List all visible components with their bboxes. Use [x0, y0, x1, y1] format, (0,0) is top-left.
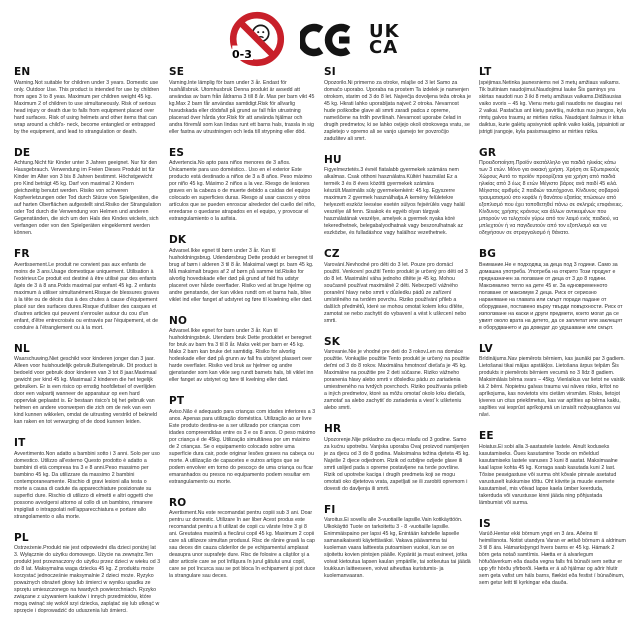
ukca-mark	[369, 21, 400, 58]
language-code: HR	[324, 423, 342, 435]
warning-text: Warning.Not suitable for children under 3 years. Domestic use only. Outdoor Use. This product is intended for use by children from ages 3 to 8 yeas. Maximum per children weight 45 kg. Maximum 2 of children to use simultaneously. Risk of serious head injury or death due to falls from equipment placed over hard surfaces. Risk of using helmets and other items that can wrap around a child's- neck, become entangled or entrapped by the equipment, and lead to strangulation or death.	[14, 79, 160, 135]
language-code: RO	[169, 496, 187, 509]
language-code: EE	[479, 430, 494, 442]
language-code: NO	[169, 314, 188, 327]
language-code: LV	[479, 342, 493, 355]
language-code: SI	[324, 66, 336, 78]
warning-text: Ostrzeżenie.Produkt nie jest odpowiedni dla dzieci poniżej lat 3. Wyłącznie do użytku domowego. Użycie na zewnątrz.Ten produkt jest przeznaczony do użytku przez dzieci w wieku od 3 do 8 lat. Maksymalna waga dziecka 45 kg. Z produktu może korzystać jednocześnie maksymalnie 2 dzieci może. Ryzyko poważnych obrażeń głowy lub śmierci w wyniku upadku ze sprzętu umieszczonego na twardych powierzchniach. Ryzyko związane z używaniem kasków i innych przedmiotów, które mogą owinąć się wokół szyi dziecka, zaplątać się lub utknąć w sprzęcie i doprowadzić do uduszenia lub śmierci.	[14, 545, 161, 614]
column-1	[14, 66, 161, 615]
warning-text: Varovanie.Nie je vhodné pre deti do 3 rokov.Len na domáce použitie. Vonkajšie použitie Tento produkt je určený na použitie deťmi od 3 do 8 rokov. Maximálna hmotnosť dieťaťa je 45 kg. Maximálne na použitie pre 2 deti súčasne. Riziko vážneho poranenia hlavy alebo smrti v dôsledku pádu zo zariadenia umiestneného na tvrdých povrchoch. Riziko používania prilieb a iných predmetov, ktoré sa môžu omotať okolo krku dieťaťa, zamotať sa alebo zachytiť do zariadenia a viesť k uškrteniu alebo smrti.	[324, 349, 470, 411]
warning-text: Įspėjimas.Netinka jaunesniems nei 3 metų amžiaus vaikams. Tik buitiniam naudojimui.Naudojimui lauke Šis gaminys yra skirtas naudoti nuo 3 iki 8 metų amžiaus vaikams.Didžiausias vaiko svoris – 45 kg. Vienu metu gali naudotis ne daugiau nei 2 vaikai. Pastačius ant kietų paviršių, nukritus nuo įrangos, kyla rimtų galvos traumų ar mirties rizika. Naudojant šalmus ir kitus daiktus, kurie galėtų apsivynioti aplink vaiko kaklą, įsipainioti ar įstrigti įrangoje, kyla pasismaugimo ar mirties rizika.	[479, 79, 626, 135]
warning-text: Varování.Nevhodné pro děti do 3 let. Pouze pro domácí použití. Venkovní použití Tento produkt je určený pro děti od 3 do 8 let. Maximální váha jednoho dítěte je 45 kg. Mohou současně používat maximálně 2 děti. Nebezpečí vážného poranění hlavy nebo smrti v důsledku pádů ze zařízení umístěného na tvrdém povrchu. Riziko používání přileb a dalších předmětů, které se mohou omotat kolem krku dítěte, zamotat se nebo zachytit do vybavení a vést k uškrcení nebo smrti.	[324, 261, 468, 324]
language-code: IT	[14, 437, 26, 449]
language-code: FR	[14, 248, 30, 260]
warning-text: Avertissement.Le produit ne convient pas aux enfants de moins de 3 ans.Usage domestique uniquement. Utilisation à l'extérieur.Ce produit est destiné à être utilisé par des enfants âgés de 3 à 8 ans.Poids maximal par enfant 45 kg. 2 enfants maximum à utiliser simultanément.Risque de blessures graves à la tête ou de décès dus à des chutes à cause d'équipement placé sur des surfaces dures.Risque d'utiliser des casques et d'autres articles qui peuvent s'enrouler autour du cou d'un enfant, d'être entrecroisés ou entravés par l'équipement, et de conduire à l'étranglement ou à la mort.	[14, 261, 160, 331]
language-code: ES	[169, 146, 185, 159]
ukca-line-uk: UK	[369, 21, 400, 42]
warning-text: Upozorenje.Nije prikladno za djecu mlađu od 3 godine. Samo za kućnu upotrebu. Vanjska uporaba Ovaj proizvod namijenjen je za djecu od 3 do 8 godina. Maksimalna težina djeteta 45 kg. Najviše 2 djece odjednom. Rizik od ozbiljne ozljede glave ili smrti uslijed pada s opreme postavljene na tvrde površine. Rizik od upotrebe kaciga i drugih predmeta koji se mogu omotati oko djetetova vrata, zapetljati se ili zarobiti opremom i dovesti do davljenja ili smrti.	[324, 436, 470, 492]
language-section-fr	[14, 248, 161, 332]
warning-text: Varning.Inte lämplig för barn under 3 år. Endast för hushållsbruk. Utomhusbruk Denna produkt är avsedd att användas av barn från åldrarna 3 till 8 år. Max per barn vikt 45 kg.Max 2 barn får användas samtidigt.Risk för allvarlig huvudskada eller dödsfall på grund av fall från utrustning placerad över hårda ytor.Risk för att använda hjälmar och andra föremål som kan lindas runt ett barns hals, trassla in sig eller fastna av utrustningen och leda till strypning eller död.	[169, 79, 315, 135]
language-section-de	[14, 147, 161, 238]
warning-text: Achtung.Nicht für Kinder unter 3 Jahren geeignet. Nur für den Hausgebrauch. Verwendung im Freien Dieses Produkt ist für Kinder im Alter von 3 bis 8 Jahren bestimmt. Höchstgewicht pro Kind beträgt 45 kg. Darf von maximal 2 Kindern gleichzeitig benutzt werden. Risiko von schweren Kopfverletzungen oder Tod durch Stürze von Spielgeräten, die auf harten Oberflächen aufgestellt sind.Risiko der Strangulation oder Tod durch die Verwendung von Helmen und anderen Gegenständen, die sich um den Hals des Kindes wickeln, sich verfangen oder von den Spielgeräten eingeklemmt werden können.	[14, 160, 161, 236]
age-warning-0-3-icon	[229, 11, 285, 67]
age-range-label: 0-3	[232, 48, 252, 61]
warning-text: Advertencia.No apto para niños menores de 3 años. Únicamente para uso doméstico.. Uso en el exterior Este producto está destinado a niños de 3 a 8 años. Peso máximo por niño 45 kg. Máximo 2 niños a la vez. Riesgo de lesiones graves en la cabeza o de muerte debido a caídas del equipo colocado en superficies duras. Riesgo al usar cascos y otros artículos que se pueden enroscar alrededor del cuello del niño, enredarse o quedarse atrapados en el equipo, y provocar el estrangulamiento o la asfixia.	[169, 160, 316, 222]
column-3	[324, 66, 471, 580]
language-section-lt	[479, 66, 626, 136]
language-section-hr	[324, 423, 471, 493]
language-section-pt	[169, 395, 316, 486]
language-code: FI	[324, 503, 336, 516]
language-section-cz	[324, 248, 471, 325]
language-section-is	[479, 518, 626, 588]
warning-text: Opozorilo.Ni primerno za otroke, mlajše od 3 let Samo za domačo uporabo. Uporaba na prostem Ta izdelek je namenjen otrokom, starim od 3 do 8 let. Največja dovoljena teža otroka je 45 kg. Hkrati lahko uporabljata največ 2 otroka. Nevarnost hude poškodbe glave ali smrti zaradi padca z opreme, nameščene na trdih površinah. Nevarnost uporabe čelad in drugih predmetov, ki se lahko ovijejo okoli otrokovega vratu, se zapletejo v opremo ali se vanjo ujamejo ter povzročijo zadušitev ali smrt.	[324, 79, 471, 142]
language-section-it	[14, 437, 161, 521]
language-code: HU	[324, 153, 342, 166]
warning-text: Varúð.Hentar ekki börnum yngri en 3 ára. Aðeins til heimilisnota. Notist utandyra Varan er ætluð börnum á aldrinum 3 til 8 ára. Hámarksþyngd hvers barns er 45 kg. Hámark 2 börn geta notað samtímis. Hætta er á alvarlegum höfuðáverkum eða dauða vegna falls frá búnaði sem settur er upp yfir hörðu yfirborði. Hætta er á að hjálmar og aðrir hlutir sem geta vafist um háls barns, flækist eða festist í búnaðinum, sem getur leitt til kyrkingar eða dauða.	[479, 531, 626, 586]
language-section-ee	[479, 430, 626, 507]
warning-text: Advarsel.Ikke egnet for barn under 3 år. Kun til husholdningsbruk. Utendørs bruk Dette produktet er beregnet for bruk av barn fra 3 til 8 år. Maks vekt per barn er 45 kg. Maks 2 barn kan bruke det samtidig. Risiko for alvorlig hodeskade eller død på grunn av fall fra utstyret plassert over harde overflater. Risiko ved bruk av hjelmer og andre gjenstander som kan vikle seg rundt barnets hals, bli viklet inn eller fanget av utstyret og føre til kvelning eller død.	[169, 328, 314, 383]
language-section-se	[169, 66, 316, 136]
ce-mark-icon	[300, 20, 354, 60]
language-section-si	[324, 66, 471, 143]
language-section-en	[14, 66, 161, 136]
language-section-ro	[169, 497, 316, 581]
ukca-line-ca: CA	[369, 37, 399, 58]
certification-marks-row	[229, 11, 400, 67]
language-section-lv	[479, 343, 626, 420]
language-code: SK	[324, 335, 341, 348]
warning-text-columns	[14, 66, 626, 615]
language-code: CZ	[324, 248, 340, 260]
language-section-nl	[14, 343, 161, 427]
column-2	[169, 66, 316, 580]
language-code: PL	[14, 531, 29, 544]
language-code: BG	[479, 248, 497, 260]
warning-text: Varoitus.Ei sovellu alle 3-vuotiaille lapsille.Vain kotikäyttöön. Ulkokäyttö Tuote on tarkoitettu 3 - 8 -vuotiaille lapsille. Enimmäispaino per lapsi 45 kg, Enintään kahdelle lapselle samanaikaisesti käytettäväksi. Vakava päävamma tai kuoleman vaara laitteesta putoamisen vuoksi, kun se on sijoitettu kovien pintojen päälle. Kypärät ja muut esineet, jotka voivat kietoutua lapsen kaulan ympärille, tai sotkeutua tai jäädä loukkuun laitteeseen, voivat aiheuttaa kuristumis- ja kuolemanvaaran.	[324, 517, 471, 579]
warning-text: Avvertimento.Non adatto a bambini sotto i 3 anni. Solo per uso domestico. Utilizzo all'esterno Questo prodotto è adatto a bambini di età compresa tra 3 e 8 anni.Peso massimo per bambino 45 kg. Da utilizzare da massimo 2 bambini contemporaneamente. Rischio di gravi lesioni alla testa o morte a causa di cadute da apparecchiature posizionate su superfici dure. Rischio di utilizzo di elmetti e altri oggetti che possono avvolgersi attorno al collo di un bambino, rimanere impigliati o intrappolati nell'apparecchiatura e portare allo strangolamento o alla morte.	[14, 450, 160, 520]
language-code: EN	[14, 66, 31, 78]
warning-text: Advarsel.Ikke egnet til børn under 3 år. Kun til husholdningsbrug. Udendørsbrug Dette produkt er beregnet til brug af børn i alderen 3 til 8 år. Maksimal vægt pr. barn 45 kg. Må maksimalt bruges af 2 af børn på samme tid.Risiko for alvorlig hovedskade eller død på grund af fald fra udstyr placeret over hårde overflader. Risiko ved at bruge hjelme og andre genstande, der kan vikles rundt om et barns hals, blive viklet ind eller fanget af udstyret og føre til kvælning eller død.	[169, 247, 314, 303]
language-code: DE	[14, 146, 31, 159]
language-section-fi	[324, 504, 471, 581]
language-code: SE	[169, 66, 185, 78]
warning-text: Brīdinājums.Nav piemērots bērniem, kas jaunāki par 3 gadiem. Lietošanai tikai mājas apstākļos. Lietošana ārpus telpām Šis produkts ir piemērots bērniem vecumā no 3 līdz 8 gadiem. Maksimālais bērna svars – 45kg. Vienlaikus var lietot ne vairāk kā 2 bērni. Nopietnu galvas traumu vai nāves risks, krītot no aprīkojuma, kas novietots virs cietām virsmām. Risks, lietojot ķiveres un citus priekšmetus, kas var aptīties ap bērna kaklu, sapīties vai iesprūst aprīkojumā un izraisīt nožņaugšanos vai nāvi.	[479, 356, 625, 418]
language-code: PT	[169, 395, 185, 407]
language-section-dk	[169, 234, 316, 304]
language-section-pl	[14, 532, 161, 616]
warning-text: Avertisment.Nu este recomandat pentru copiii sub 3 ani. Doar pentru uz domestic. Utilizare în aer liber Acest produs este recomandat pentru a fi utilizat de copii cu vârste între 3 şi 8 ani. Greutatea maximă a fiecărui copil 45 kg. Maximum 2 copii care să utilizeze simultan produsul. Risc de rănire gravă la cap sau deces din cauza căderilor de pe echipamentul amplasat deasupra unor suprafeţe dure. Risc de folosire a căştilor şi a altor articole care se pot înfăşura în jurul gâtului unui copil, care se pot încurca sau se pot bloca în echipament şi pot duce la strangulare sau deces.	[169, 510, 316, 579]
language-section-gr	[479, 147, 626, 238]
column-4	[479, 66, 626, 587]
language-section-no	[169, 315, 316, 385]
warning-text: Προειδοποίηση.Προϊόν ακατάλληλο για παιδιά ηλικίας κάτω των 3 ετών. Μόνο για οικιακή χρήση. Χρήση σε Εξωτερικούς Χώρους Αυτό το προϊόν προορίζεται για χρήση από παιδιά ηλικίας από 3 έως 8 ετών Μέγιστο βάρος ανά παιδί 45 κιλά. Μέγιστος αριθμός 2 παιδιών ταυτόχρονα. Κίνδυνος σοβαρού τραυματισμού στο κεφάλι ή θανάτου εξαιτίας πτώσεων από εξοπλισμό που έχει τοποθετηθεί πάνω σε σκληρές επιφάνειες. Κίνδυνος χρήσης κράνους και άλλων αντικειμένων που μπορούν να τυλιχτούν γύρω από τον λαιμό ενός παιδιού, να μπλεχτούν ή να παγιδευτούν από τον εξοπλισμό και να οδηγήσουν σε στραγγαλισμό ή θάνατο.	[479, 160, 624, 236]
warning-text: Aviso.Não é adequado para crianças com idades inferiores a 3 anos. Apenas para utilização doméstica. Utilização ao ar livre Este produto destina-se a ser utilizado por crianças com idades compreendidas entre os 3 e os 8 anos. O peso máximo por criança é de 45kg. Utilização simultânea por um máximo de 2 crianças. Se o equipamento colocado sobre uma superfície dura cair, pode originar lesões graves na cabeça ou morte. A utilização de capacetes e outros artigos que se podem envolver em torno do pescoço de uma criança ou ficar emaranhados ou presos no equipamento podem resultar em estrangulamento ou morte.	[169, 408, 316, 485]
warning-text: Внимание.Не е подходящ за деца под 3 години. Само за домашна употреба. Употреба на открито Този продукт е предназначен за ползване от деца от 3 до 8 години. Максимално тегло на дете 45 кг. За едновременното ползване от максимум 2 деца. Риск от сериозно нараняване на главата или смърт поради падане от оборудване, поставено върху твърди повърхности. Риск от използване на каски и други предмети, които могат да се увият около врата на детето, да се заплетат или заклещят в оборудването и да доведат до удушаване или смърт.	[479, 261, 623, 331]
language-section-sk	[324, 336, 471, 413]
language-section-es	[169, 147, 316, 224]
language-section-bg	[479, 248, 626, 332]
language-code: IS	[479, 517, 491, 530]
language-code: GR	[479, 146, 497, 159]
language-section-hu	[324, 154, 471, 238]
language-code: NL	[14, 342, 30, 355]
ce-mark	[300, 14, 354, 65]
warning-text: Figyelmeztetés.3 évnél fiatalabb gyermekek számára nem alkalmas. Csak otthoni használatra.Kültéri használat Ez a termék 3 és 8 éves közötti gyermekek számára készült.Maximális súly gyermekenként: 45 kg. Egyszerre maximum 2 gyermek használhatja.A kemény felületekre helyezett eszköz leesése esetén súlyos fejsérülés vagy halál veszélye áll fenn. Sisakok és egyéb olyan tárgyak használatának veszélye, amelyek a gyermek nyaka köré tekeredhetnek, belegabalyodhatnak vagy beszorulhatnak az eszközbe, és fulladáshoz vagy halálhoz vezethetnek.	[324, 167, 465, 236]
warning-text: Waarschuwing.Niet geschikt voor kinderen jonger dan 3 jaar. Alleen voor huishoudelijk gebruik.Buitengebruik. Dit product is bedoeld voor gebruik door kinderen van 3 tot 8 jaar.Maximaal gewicht per kind 45 kg. Maximaal 2 kinderen die het tegelijk gebruiken. Er is een risico op ernstig hoofdletsel of overlijden door een valpartij wanneer de apparatuur op een hard oppervlak geplaatst is. Er bestaan risico's bij het gebruik van helmen en andere voorwerpen die zich om de nek van een kind kunnen wikkelen, omdat de uitrusting verstrikt of bekneld kan raken en tot verwurging of de dood kunnen leiden.	[14, 356, 158, 425]
language-code: LT	[479, 66, 492, 78]
warning-text: Hoiatus.Ei sobi alla 3-aastastele lastele. Ainult koduseks kasutamiseks. Õues kasutamine Toode on mõeldud kasutamiseks lastele vanuses 3 kuni 8 aastat. Maksimaalne kaal lapse kohta 45 kg. Korraga saab kasutada kuni 2 last. Tõsise peavigastuse või surma oht kõvale pinnale asetatud varustuselt kukkumise tõttu. Oht kiivrite ja muude esemete kasutamisel, mis võivad lapse kaela ümber keerduda, takerduda või varustusse kinni jääda ning põhjustada lämbumist või surma.	[479, 443, 618, 506]
language-code: DK	[169, 234, 187, 246]
